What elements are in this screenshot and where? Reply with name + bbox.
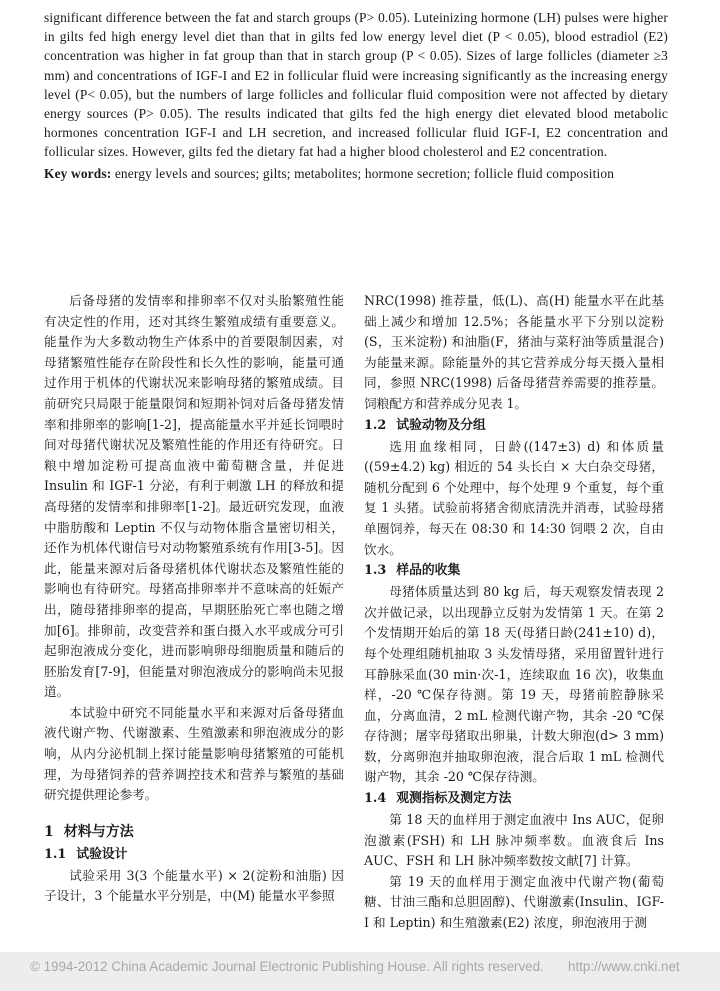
right-column	[364, 291, 664, 934]
methods-paragraph-1: 第 18 天的血样用于测定血液中 Ins AUC，促卵泡激素(FSH) 和 LH 脉冲频率数。血液食后 Ins AUC、FSH 和 LH 脉冲频率数按文献[7] 计算。	[364, 812, 664, 869]
keywords-label: Key words:	[44, 165, 112, 181]
subsection-number: 1.4	[364, 791, 387, 807]
intro-paragraph-2: 本试验中研究不同能量水平和来源对后备母猪血液代谢产物、代谢激素、生殖激素和卵泡液成分的影响，从内分泌机制上探讨能量影响母猪繁殖的可能机理，为母猪饲养的营养调控技术和营养与繁殖的基础研究提供理论参考。	[44, 704, 344, 803]
samples-paragraph: 母猪体质量达到 80 kg 后，每天观察发情表现 2 次并做记录，以出现静立反射为发情第 1 天。在第 2 个发情期开始后的第 18 天(母猪日龄(241±10) d)，每个处理组随机抽取 3 头发情母猪，采用留置针进行耳静脉采血(30 min·次-1，连续取血 16 次)，收集血样，-20 ℃保存待测。第 19 天，母猪前腔静脉采血，分离血清，2 mL 检测代谢产物，其余 -20 ℃保存待测；屠宰母猪取出卵巢，计数大卵泡(d> 3 mm) 数，分离卵泡并抽取卵泡液，混合后取 1 mL 检测代谢产物，其余 -20 ℃保存待测。	[364, 584, 664, 785]
subsection-title: 试验动物及分组	[396, 417, 486, 433]
copyright-text: © 1994-2012 China Academic Journal Electronic Publishing House. All rights reserved.	[30, 959, 544, 974]
subsection-title: 样品的收集	[396, 563, 461, 579]
subsection-number: 1.3	[364, 563, 387, 579]
keywords-text: energy levels and sources; gilts; metabolites; hormone secretion; follicle fluid composition	[114, 165, 615, 181]
animals-paragraph: 选用血缘相同，日龄((147±3) d) 和体质量((59±4.2) kg) 相近的 54 头长白 × 大白杂交母猪，随机分配到 6 个处理中，每个处理 9 个重复，每个重复 1 头猪。试验前将猪舍彻底清洗并消毒，试验母猪单圈饲养，每天在 08:30 和 14:30 饲喂 2 次，自由饮水。	[364, 438, 664, 557]
subsection-heading-1-1	[44, 844, 344, 866]
design-paragraph-continued: NRC(1998) 推荐量，低(L)、高(H) 能量水平在此基础上减少和增加 12.5%；各能量水平下分别以淀粉(S，玉米淀粉) 和油脂(F，猪油与菜籽油等质量混合) 为能量来源。除能量外的其它营养成分每天摄入量相同，参照 NRC(1998) 后备母猪营养需要的推荐量。饲粮配方和营养成分见表 1。	[364, 293, 664, 411]
section-number: 1	[44, 823, 54, 840]
methods-paragraph-2: 第 19 天的血样用于测定血液中代谢产物(葡萄糖、甘油三酯和总胆固醇)、代谢激素(Insulin、IGF-I 和 Leptin) 和生殖激素(E2) 浓度，卵泡液用于测	[364, 873, 664, 931]
footer-link[interactable]: http://www.cnki.net	[568, 959, 680, 974]
subsection-heading-1-3	[364, 560, 664, 582]
subsection-heading-1-2	[364, 415, 664, 437]
section-title: 材料与方法	[63, 823, 134, 840]
subsection-number: 1.2	[364, 417, 387, 433]
subsection-title: 观测指标及测定方法	[396, 791, 512, 807]
subsection-heading-1-4	[364, 788, 664, 810]
design-paragraph: 试验采用 3(3 个能量水平) × 2(淀粉和油脂) 因子设计，3 个能量水平分别是，中(M) 能量水平参照	[44, 867, 344, 904]
copyright-footer	[0, 952, 720, 991]
abstract-body: significant difference between the fat and starch groups (P> 0.05). Luteinizing hormone (LH) pulses were higher in gilts fed high energy level diet than that in gilts fed low energy level diet (P < 0.05), blood estradiol (E2) concentration was higher in fat group than that in starch group (P < 0.05). Sizes of large follicles (diameter ≥3 mm) and concentrations of IGF-I and E2 in follicular fluid were increasing significantly as the increasing energy level (P< 0.05), but the numbers of large follicles and follicular fluid composition were not affected by dietary energy sources (P> 0.05). The results indicated that gilts fed the high energy diet elevated blood metabolic hormones concentration IGF-I and LH secretion, and increased follicular fluid IGF-I, E2 concentration and follicular sizes. However, gilts fed the dietary fat had a higher blood cholesterol and E2 concentration.	[44, 10, 668, 160]
subsection-title: 试验设计	[76, 846, 128, 862]
section-heading-1	[44, 820, 344, 844]
intro-paragraph-1: 后备母猪的发情率和排卵率不仅对头胎繁殖性能有决定性的作用，还对其终生繁殖成绩有重要意义。能量作为大多数动物生产体系中的首要限制因素，对母猪繁殖性能存在阶段性和长久性的影响，能量可通过作用于机体的代谢状况来影响母猪的繁殖成绩。目前研究只局限于能量限饲和短期补饲对后备母猪发情率和排卵率的影响[1-2]，提高能量水平并延长饲喂时间对母猪代谢状况及繁殖性能的作用还有待研究。日粮中增加淀粉可提高血液中葡萄糖含量，并促进 Insulin 和 IGF-1 分泌，有利于刺激 LH 的释放和提高母猪的发情率和排卵率[1-2]。最近研究发现，血液中脂肪酸和 Leptin 不仅与动物体脂含量密切相关，还作为机体代谢信号对动物繁殖系统有作用[3-5]。因此，能量来源对后备母猪机体代谢状态及繁殖性能的影响也有待研究。母猪高排卵率并不意味高的妊娠产出，随母猪排卵率的提高，早期胚胎死亡率也随之增加[6]。排卵前，改变营养和蛋白摄入水平或成分可引起卵泡液成分变化，进而影响卵母细胞质量和随后的胚胎发育[7-9]，但能量对卵泡液成分的影响尚未见报道。	[44, 293, 344, 700]
abstract-block	[44, 8, 668, 183]
left-column	[44, 291, 344, 907]
keywords-line	[44, 164, 668, 183]
subsection-number: 1.1	[44, 846, 67, 862]
